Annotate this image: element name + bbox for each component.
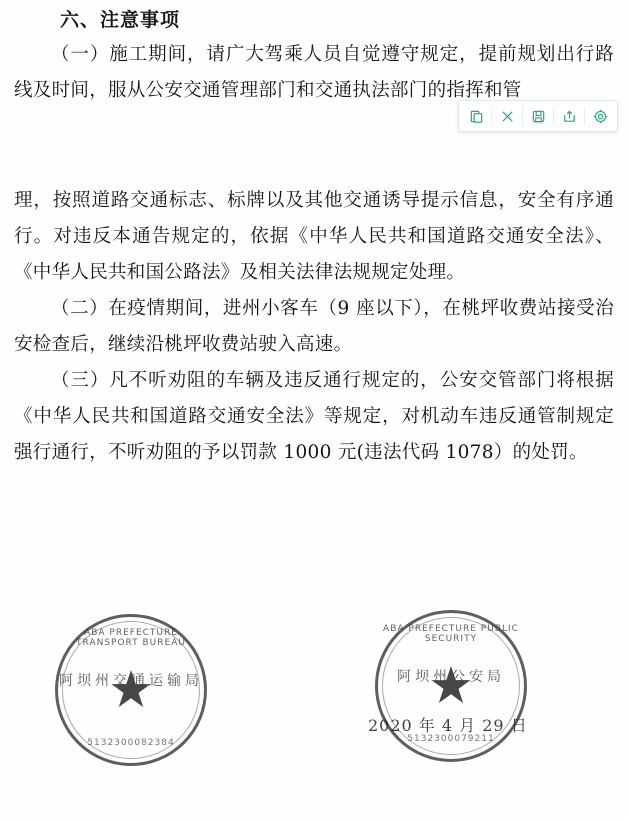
paragraph-block-top bbox=[14, 37, 614, 109]
seal-org-name: 阿坝州公安局 bbox=[397, 669, 505, 685]
seal-date: 2020 年 4 月 29 日 bbox=[368, 716, 528, 735]
seal-transport-bureau bbox=[55, 614, 207, 766]
save-icon[interactable] bbox=[523, 103, 553, 129]
paragraph-2: 理，按照道路交通标志、标牌以及其他交通诱导提示信息，安全有序通行。对违反本通告规定的，依据《中华人民共和国道路交通安全法》、《中华人民共和国公路法》及相关法律法规规定处理。 bbox=[14, 189, 614, 283]
copy-icon[interactable] bbox=[461, 103, 491, 129]
section-heading: 六、注意事项 bbox=[60, 9, 181, 31]
paragraph-block-bottom bbox=[14, 183, 614, 471]
share-icon[interactable] bbox=[554, 103, 584, 129]
seal-top-text: ABA PREFECTURE TRANSPORT BUREAU bbox=[76, 628, 186, 648]
seal-code: 5132300079211 bbox=[407, 734, 495, 744]
image-toolbar[interactable] bbox=[458, 100, 618, 132]
crop-icon[interactable] bbox=[492, 103, 522, 129]
paragraph-3: （二）在疫情期间，进州小客车（9 座以下），在桃坪收费站接受治安检查后，继续沿桃坪收费站驶入高速。 bbox=[14, 297, 615, 355]
settings-icon[interactable] bbox=[585, 103, 615, 129]
seal-public-security bbox=[375, 610, 527, 762]
seal-code: 5132300082384 bbox=[87, 738, 175, 748]
seal-org-name: 阿坝州交通运输局 bbox=[59, 673, 203, 689]
seal-top-text: ABA PREFECTURE PUBLIC SECURITY bbox=[383, 624, 519, 644]
paragraph-4: （三）凡不听劝阻的车辆及违反通行规定的，公安交管部门将根据《中华人民共和国道路交通安全法》等规定，对机动车违反通管制规定强行通行，不听劝阻的予以罚款 1000 元(违法代码 1078）的处罚。 bbox=[14, 369, 614, 463]
seal-area bbox=[0, 608, 628, 783]
paragraph-1: （一）施工期间，请广大驾乘人员自觉遵守规定，提前规划出行路线及时间，服从公安交通管理部门和交通执法部门的指挥和管 bbox=[14, 43, 614, 101]
